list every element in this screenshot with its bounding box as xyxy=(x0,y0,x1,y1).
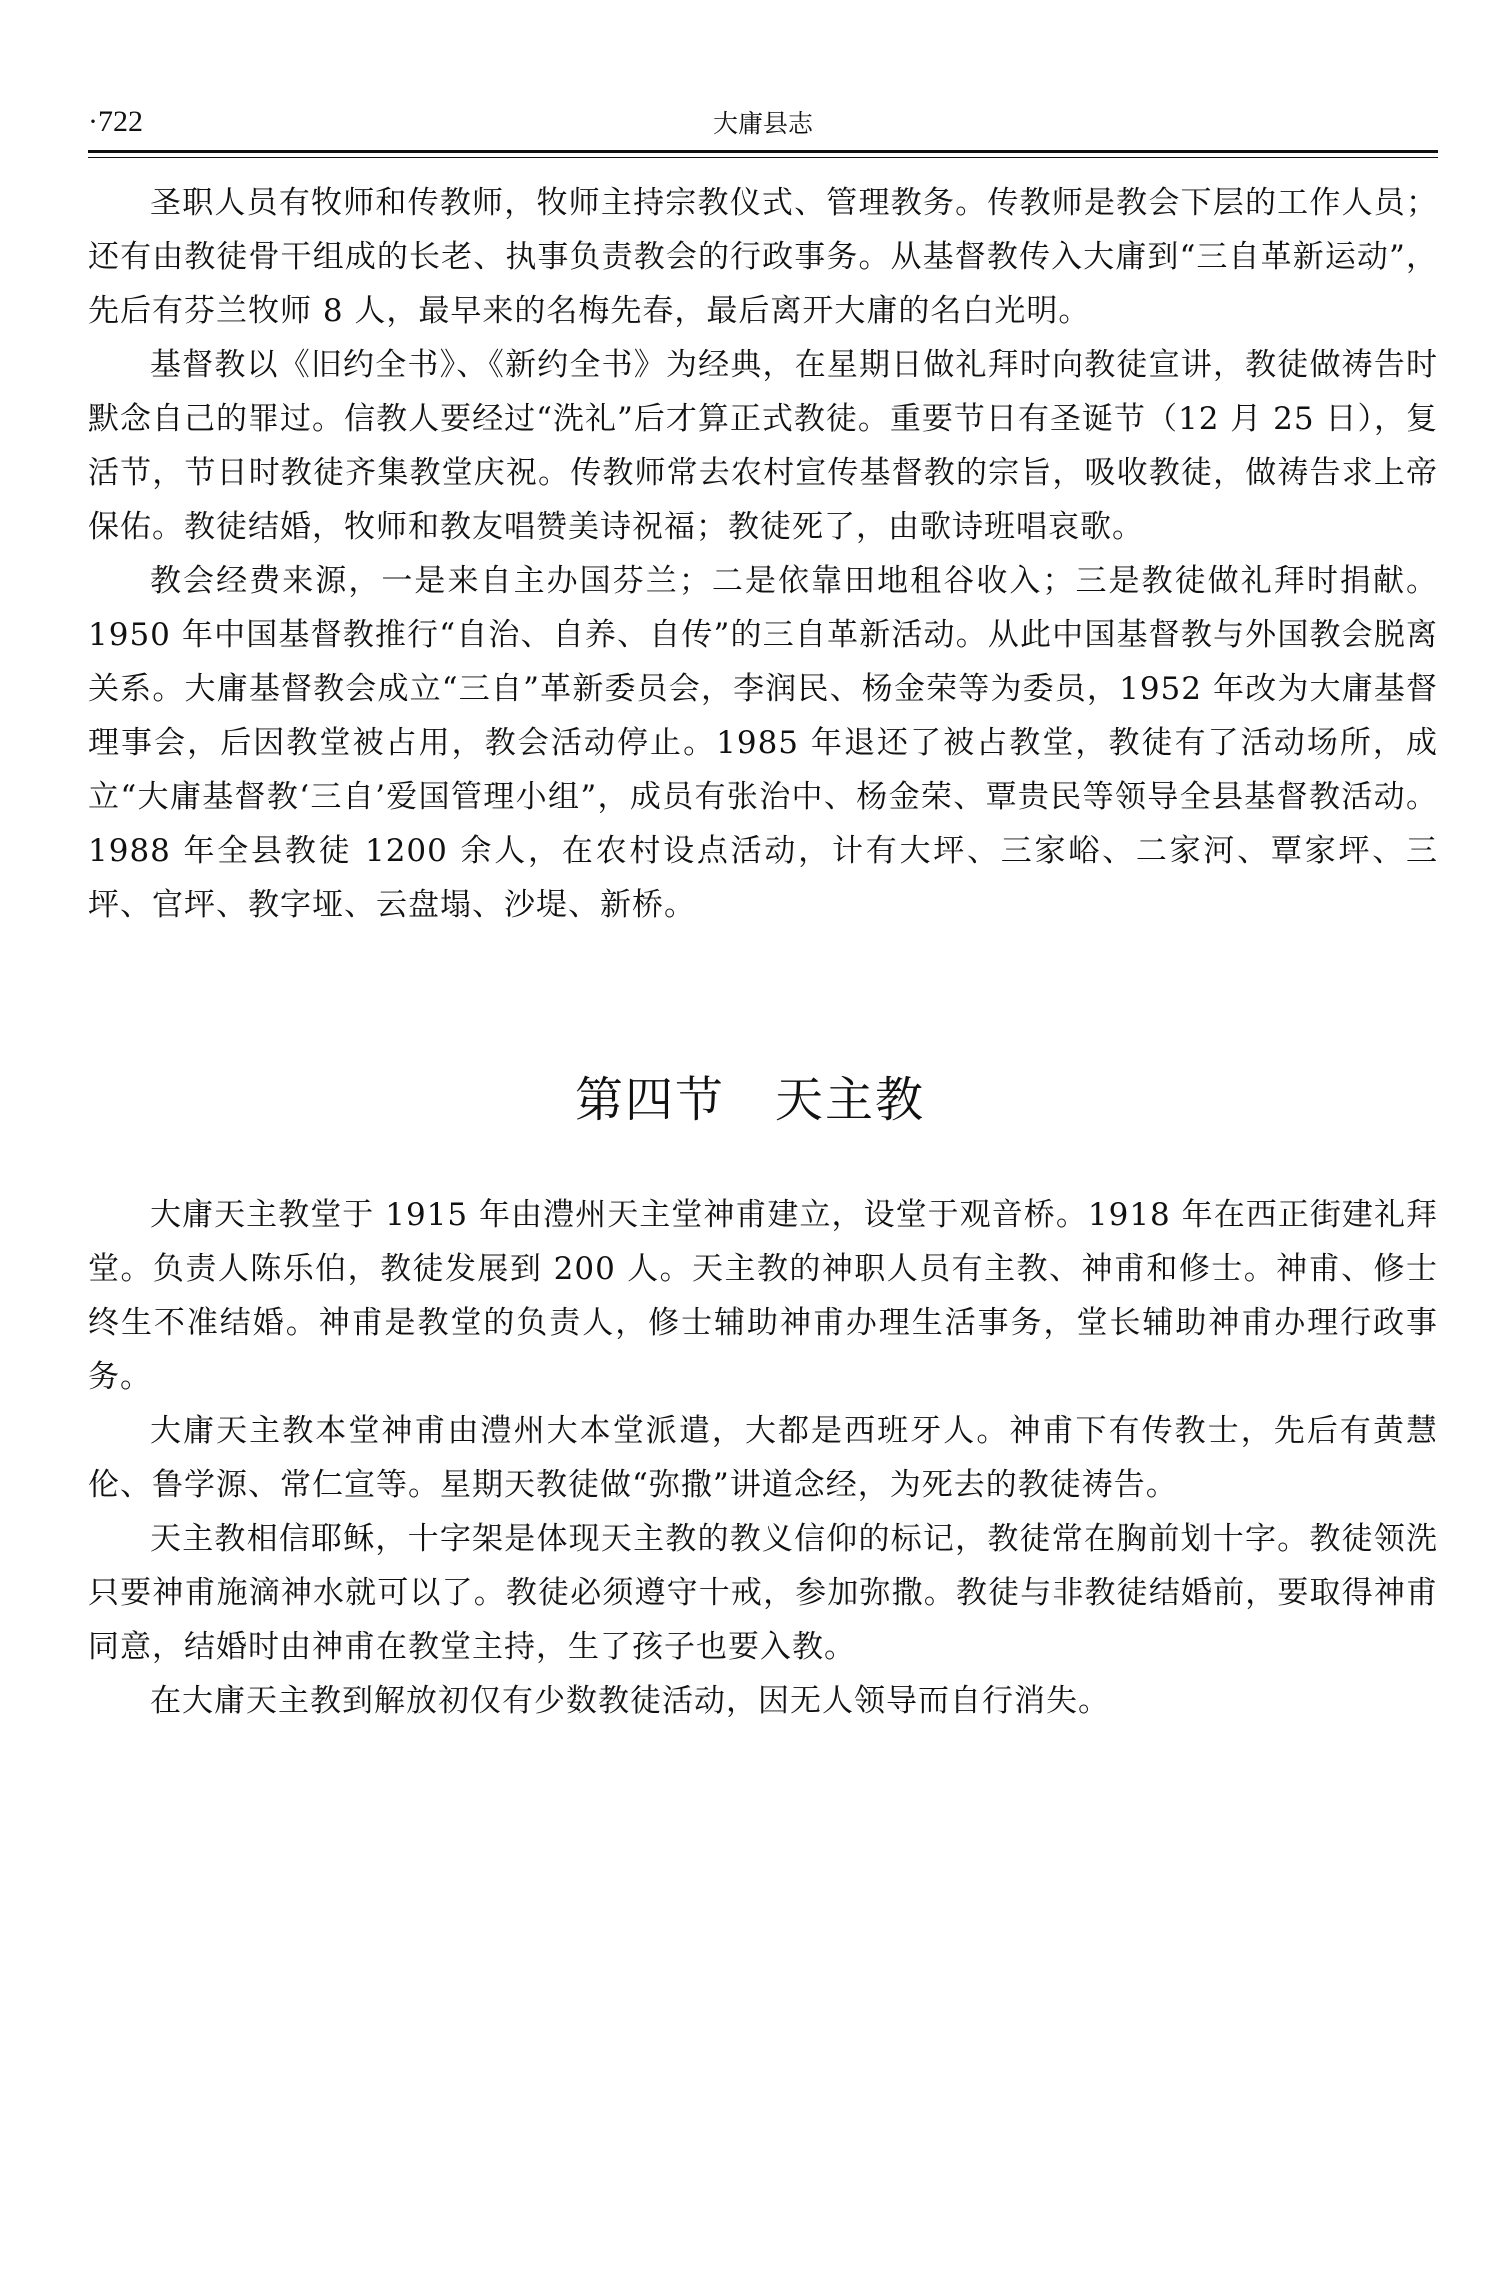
section-title: 第四节 天主教 xyxy=(574,1072,925,1128)
header-rule-thin xyxy=(88,157,1438,158)
paragraph: 基督教以《旧约全书》、《新约全书》为经典，在星期日做礼拜时向教徒宣讲，教徒做祷告时默念自己的罪过。信教人要经过“洗礼”后才算正式教徒。重要节日有圣诞节（12 月 25 日），复活节，节日时教徒齐集教堂庆祝。传教师常去农村宣传基督教的宗旨，吸收教徒，做祷告求上帝保佑。教徒结婚，牧师和教友唱赞美诗祝福；教徒死了，由歌诗班唱哀歌。 xyxy=(88,347,1438,545)
paragraph: 在大庸天主教到解放初仅有少数教徒活动，因无人领导而自行消失。 xyxy=(150,1683,1110,1719)
paragraph: 大庸天主教堂于 1915 年由澧州天主堂神甫建立，设堂于观音桥。1918 年在西正街建礼拜堂。负责人陈乐伯，教徒发展到 200 人。天主教的神职人员有主教、神甫和修士。神甫、修士终生不准结婚。神甫是教堂的负责人，修士辅助神甫办理生活事务，堂长辅助神甫办理行政事务。 xyxy=(88,1197,1438,1395)
page-number: ·722 xyxy=(88,105,143,138)
catholic-text xyxy=(88,1188,1438,1728)
protestant-text xyxy=(88,176,1438,932)
paragraph: 大庸天主教本堂神甫由澧州大本堂派遣，大都是西班牙人。神甫下有传教士，先后有黄慧伦、鲁学源、常仁宣等。星期天教徒做“弥撒”讲道念经，为死去的教徒祷告。 xyxy=(88,1413,1438,1503)
header-rule-thick xyxy=(88,150,1438,153)
paragraph: 圣职人员有牧师和传教师，牧师主持宗教仪式、管理教务。传教师是教会下层的工作人员；还有由教徒骨干组成的长老、执事负责教会的行政事务。从基督教传入大庸到“三自革新运动”，先后有芬兰牧师 8 人，最早来的名梅先春，最后离开大庸的名白光明。 xyxy=(88,185,1438,329)
page-header xyxy=(88,102,1438,150)
running-title: 大庸县志 xyxy=(712,109,813,138)
paragraph: 教会经费来源，一是来自主办国芬兰；二是依靠田地租谷收入；三是教徒做礼拜时捐献。1950 年中国基督教推行“自治、自养、自传”的三自革新活动。从此中国基督教与外国教会脱离关系。大庸基督教会成立“三自”革新委员会，李润民、杨金荣等为委员，1952 年改为大庸基督理事会，后因教堂被占用，教会活动停止。1985 年退还了被占教堂，教徒有了活动场所，成立“大庸基督教‘三自’爱国管理小组”，成员有张治中、杨金荣、覃贵民等领导全县基督教活动。1988 年全县教徒 1200 余人，在农村设点活动，计有大坪、三家峪、二家河、覃家坪、三坪、官坪、教字垭、云盘塌、沙堤、新桥。 xyxy=(88,563,1438,923)
paragraph: 天主教相信耶稣，十字架是体现天主教的教义信仰的标记，教徒常在胸前划十字。教徒领洗只要神甫施滴神水就可以了。教徒必须遵守十戒，参加弥撒。教徒与非教徒结婚前，要取得神甫同意，结婚时由神甫在教堂主持，生了孩子也要入教。 xyxy=(88,1521,1438,1665)
